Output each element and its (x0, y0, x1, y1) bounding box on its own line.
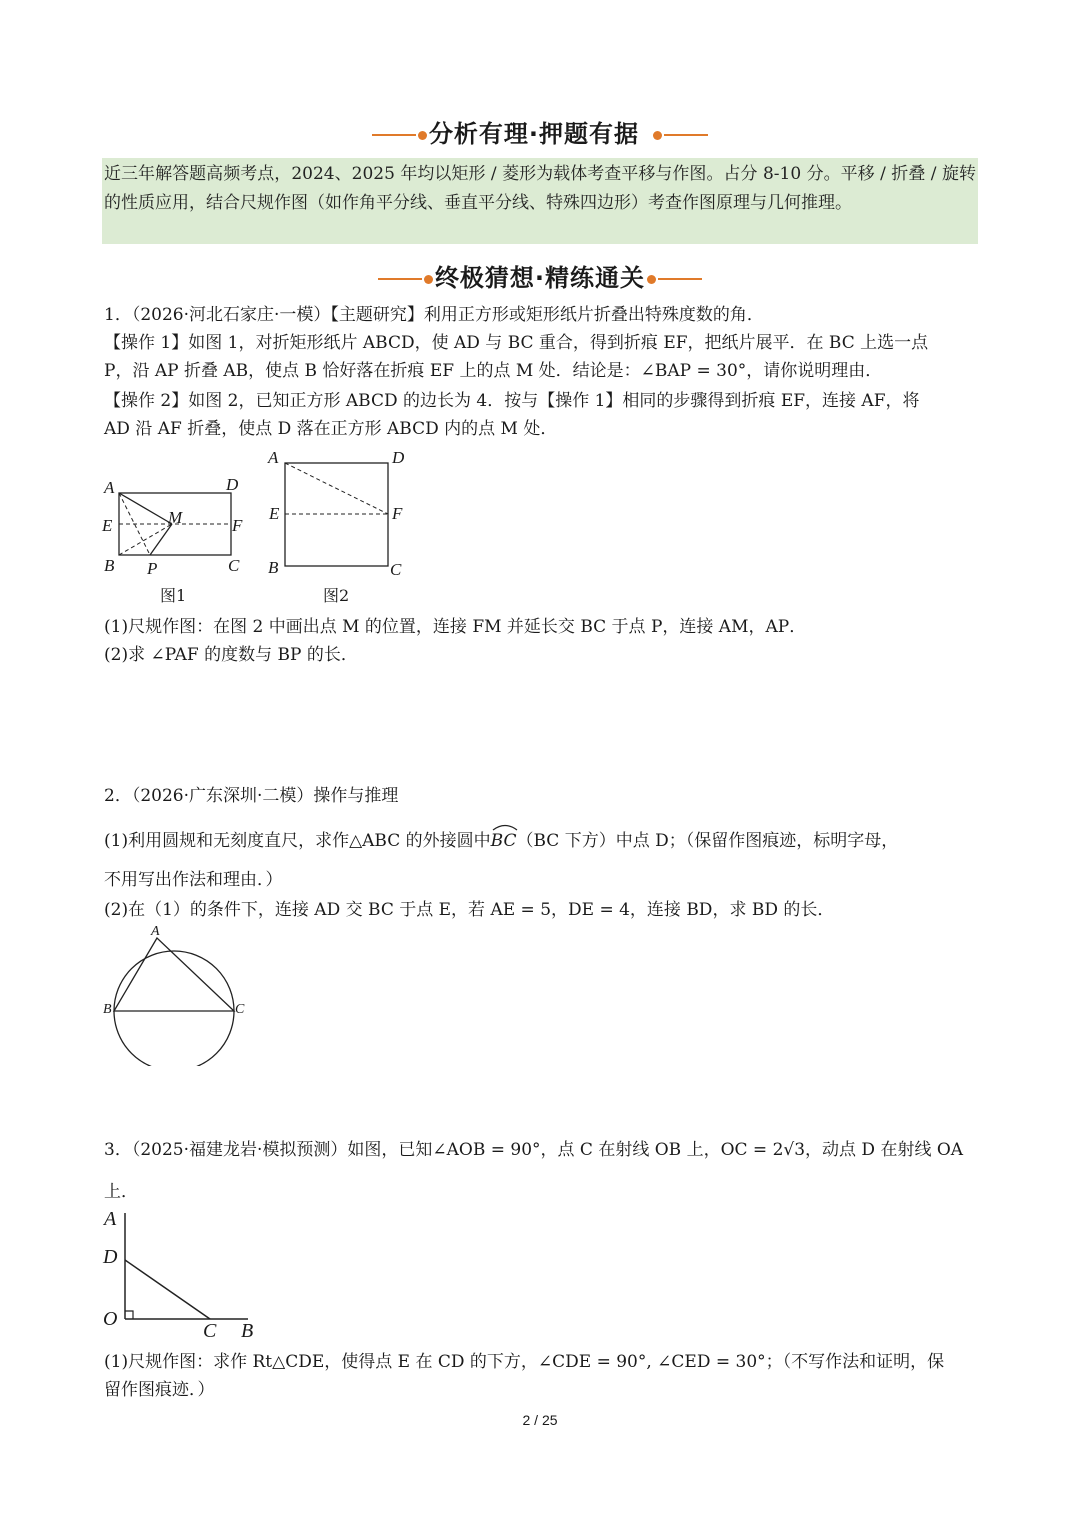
q2-part2: (2)在（1）的条件下，连接 AD 交 BC 于点 E，若 AE = 5，DE = 4，连接 BD，求 BD 的长． (104, 900, 835, 920)
q3-label-c: C (203, 1320, 217, 1342)
q1-number: 1． (104, 305, 132, 325)
page-number: 2 / 25 (522, 1412, 558, 1428)
q2-label-a: A (151, 924, 160, 939)
q2-figure (100, 926, 250, 1066)
q2-part1-line1 (104, 825, 898, 855)
fig1-label-b: B (104, 556, 115, 575)
q2-circumcircle (114, 951, 234, 1066)
q3-label-d: D (103, 1246, 118, 1268)
fig2-label-f: F (392, 504, 403, 523)
fig1-label-d: D (226, 475, 239, 494)
q1-op2-line2: AD 沿 AF 折叠，使点 D 落在正方形 ABCD 内的点 M 处． (104, 419, 558, 439)
analysis-box: 近三年解答题高频考点，2024、2025 年均以矩形 / 菱形为载体考查平移与作图。占分 8-10 分。平移 / 折叠 / 旋转的性质应用，结合尺规作图（如作角平分线、垂直平分线、特殊四边形）考查作图原理与几何推理。 (102, 158, 978, 244)
section-title-analysis: 分析有理·押题有据 (428, 120, 640, 148)
fig2-segment-af (285, 463, 388, 514)
q1-op1-line1 (104, 329, 928, 357)
q2-label-c: C (235, 1002, 245, 1017)
q3-line1: 3．（2025·福建龙岩·模拟预测）如图，已知∠AOB = 90°，点 C 在射线 OB 上，OC = 2√3，动点 D 在射线 OA (104, 1140, 964, 1160)
section-heading-analysis (0, 114, 1080, 149)
heading-decor-line (372, 134, 416, 136)
heading-decor-line (658, 278, 702, 280)
q2-arc-bc (491, 825, 517, 855)
q1-source: （2026·河北石家庄·一模） (131, 305, 331, 325)
q3-right-angle-mark (125, 1311, 133, 1319)
q3-label-o: O (103, 1308, 118, 1330)
q2-part1-text-b: （BC 下方）中点 D；（保留作图痕迹，标明字母， (516, 831, 899, 851)
q2-arc-label: BC (490, 831, 517, 851)
q1-op2-text1: 如图 2，已知正方形 ABCD 的边长为 4．按与【操作 1】相同的步骤得到折痕 EF，连接 AF，将 (188, 391, 920, 411)
heading-decor-line (378, 278, 422, 280)
heading-decor-dot (418, 131, 427, 140)
heading-decor-dot (653, 131, 662, 140)
q2-part1-text-a: (1)利用圆规和无刻度直尺，求作△ABC 的外接圆中 (104, 831, 491, 851)
arc-symbol-icon (492, 823, 518, 831)
heading-decor-dot (424, 275, 433, 284)
fig1-caption: 图1 (160, 586, 187, 605)
fig2-label-b: B (268, 558, 279, 577)
q3-label-b: B (241, 1320, 254, 1342)
fig1-label-c: C (228, 556, 240, 575)
q1-part1: (1)尺规作图：在图 2 中画出点 M 的位置，连接 FM 并延长交 BC 于点 P，连接 AM，AP． (104, 617, 807, 637)
q1-op2-line1 (104, 387, 920, 415)
q3-part1-line1: (1)尺规作图：求作 Rt△CDE，使得点 E 在 CD 的下方，∠CDE = 90°, ∠CED = 30°；（不写作法和证明，保 (104, 1352, 945, 1372)
q1-op1-text1: 如图 1，对折矩形纸片 ABCD，使 AD 与 BC 重合，得到折痕 EF，把纸片展平．在 BC 上选一点 (188, 333, 929, 353)
q3-segment-dc (125, 1260, 210, 1319)
fig2-label-e: E (269, 504, 280, 523)
fig2-label-c: C (390, 560, 402, 579)
q1-header (104, 301, 764, 329)
heading-decor-line (664, 134, 708, 136)
q3-line2: 上． (104, 1182, 138, 1202)
fig1-segment-mp (150, 524, 172, 555)
fig1-label-m: M (168, 508, 183, 527)
fig1-label-a: A (104, 478, 115, 497)
section-heading-practice (0, 258, 1080, 293)
fig2-caption: 图2 (323, 586, 350, 605)
q1-figure-2 (280, 458, 403, 573)
q1-op1-line2: P，沿 AP 折叠 AB，使点 B 恰好落在折痕 EF 上的点 M 处．结论是：∠BAP = 30°，请你说明理由． (104, 361, 883, 381)
q2-header: 2．（2026·广东深圳·二模）操作与推理 (104, 786, 399, 806)
fig2-label-d: D (392, 448, 405, 467)
fig1-segment-bm (119, 524, 172, 555)
fig2-label-a: A (268, 448, 279, 467)
q2-label-b: B (103, 1002, 112, 1017)
q2-triangle-abc (114, 938, 234, 1011)
q1-part2: (2)求 ∠PAF 的度数与 BP 的长． (104, 645, 358, 665)
q3-part1-line2: 留作图痕迹．） (104, 1380, 215, 1400)
q3-label-a: A (104, 1208, 117, 1230)
fig1-label-e: E (102, 516, 113, 535)
fig1-label-f: F (232, 516, 243, 535)
heading-decor-dot (647, 275, 656, 284)
q1-op1-label: 【操作 1】 (104, 333, 189, 353)
q1-op2-label: 【操作 2】 (104, 391, 189, 411)
q1-intro: 【主题研究】利用正方形或矩形纸片折叠出特殊度数的角． (330, 305, 764, 325)
section-title-practice: 终极猜想·精练通关 (434, 264, 646, 292)
q2-part1-line2: 不用写出作法和理由．） (104, 870, 283, 890)
fig1-label-p: P (147, 559, 158, 578)
